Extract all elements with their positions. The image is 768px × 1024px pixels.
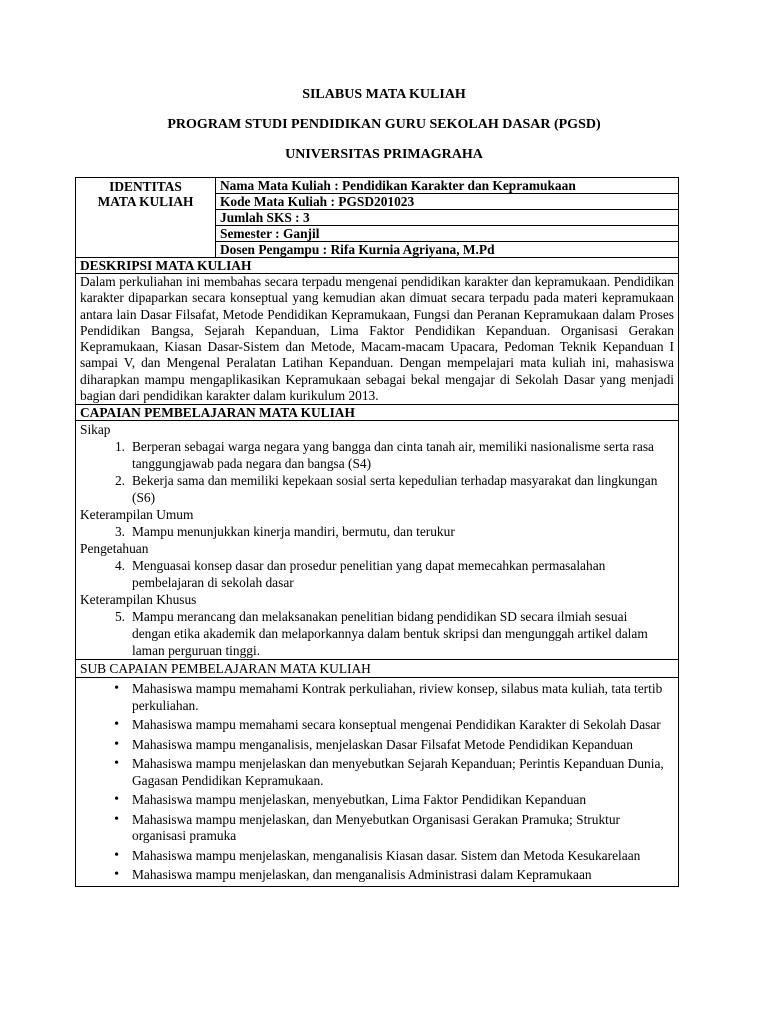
identity-row-0 [76, 178, 679, 194]
outcome-text: Bekerja sama dan memiliki kepekaan sosial serta kepedulian terhadap masyarakat dan lingkungan (S6) [132, 473, 658, 506]
outcome-item [80, 608, 674, 659]
description-text: Dalam perkuliahan ini membahas secara terpadu mengenai pendidikan karakter dan kepramukaan. Pendidikan karakter dipaparkan secara konseptual yang kemudian akan dimuat secara terpadu pada materi kepramukaan antara lain Dasar Filsafat, Metode Pendidikan Kepramukaan, Fungsi dan Peranan Kepramukaan dalam Proses Pendidikan Bangsa, Sejarah Kepanduan, Lima Faktor Pendidikan Kepanduan. Organisasi Gerakan Kepramukaan, Kiasan Dasar-Sistem dan Metode, Macam-macam Upacara, Pedoman Teknik Kepanduan I sampai V, dan Mengenal Peralatan Latihan Kepanduan. Dengan mempelajari mata kuliah ini, mahasiswa diharapkan mampu mengaplikasikan Kepramukaan sebagai bekal mengajar di Sekolah Dasar yang menjadi bagian dari pendidikan karakter dalam kurikulum 2013. [76, 274, 679, 405]
sub-outcome-item [80, 792, 674, 809]
sub-outcomes-body-row [76, 678, 679, 887]
outcome-number: 1. [114, 439, 125, 455]
bullet-icon: • [114, 792, 119, 808]
identity-label-cell [76, 178, 216, 258]
description-heading-row [76, 258, 679, 274]
outcome-item [80, 438, 674, 472]
document-title: SILABUS MATA KULIAH [302, 87, 466, 102]
sub-outcome-item [80, 756, 674, 789]
sub-outcomes-heading: SUB CAPAIAN PEMBELAJARAN MATA KULIAH [76, 660, 679, 678]
description-body-row [76, 274, 679, 405]
bullet-icon: • [114, 736, 119, 752]
outcome-text: Mampu merancang dan melaksanakan penelitian bidang pendidikan SD secara ilmiah sesuai dengan etika akademik dan melaporkannya dalam bentuk skripsi dan mengunggah artikel dalam laman perguruan tinggi. [132, 609, 648, 659]
university-title: UNIVERSITAS PRIMAGRAHA [285, 147, 483, 162]
outcome-text: Berperan sebagai warga negara yang bangga dan cinta tanah air, memiliki nasionalisme serta rasa tanggungjawab pada negara dan bangsa (S4) [132, 439, 654, 472]
outcome-number: 4. [114, 558, 125, 574]
sub-outcome-text: Mahasiswa mampu menjelaskan, menyebutkan, Lima Faktor Pendidikan Kepanduan [132, 792, 587, 808]
sub-outcome-text: Mahasiswa mampu menjelaskan, menganalisis Kiasan dasar. Sistem dan Metoda Kesukarelaan [132, 847, 641, 863]
sub-outcome-item [80, 812, 674, 845]
course-name-cell: Nama Mata Kuliah : Pendidikan Karakter dan Kepramukaan [216, 178, 679, 194]
outcome-item [80, 523, 674, 540]
sub-outcome-item [80, 848, 674, 865]
bullet-icon: • [114, 717, 119, 733]
bullet-icon: • [114, 811, 119, 827]
semester-cell: Semester : Ganjil [216, 226, 679, 242]
outcome-number: 2. [114, 473, 125, 489]
bullet-icon: • [114, 681, 119, 697]
sub-outcome-item [80, 737, 674, 754]
sub-outcome-text: Mahasiswa mampu menjelaskan, dan menganalisis Administrasi dalam Kepramukaan [132, 867, 592, 883]
bullet-icon: • [114, 847, 119, 863]
outcome-item [80, 472, 674, 506]
sub-outcome-text: Mahasiswa mampu memahami Kontrak perkuliahan, riview konsep, silabus mata kuliah, tata tertib perkuliahan. [132, 681, 663, 713]
sub-outcomes-heading-row [76, 660, 679, 678]
description-heading: DESKRIPSI MATA KULIAH [76, 258, 679, 274]
sub-outcome-item [80, 681, 674, 714]
outcomes-body-row [76, 421, 679, 660]
identity-label-line2: MATA KULIAH [97, 194, 194, 209]
outcomes-heading: CAPAIAN PEMBELAJARAN MATA KULIAH [76, 405, 679, 421]
program-title: PROGRAM STUDI PENDIDIKAN GURU SEKOLAH DASAR (PGSD) [167, 117, 601, 132]
outcome-group-label: Keterampilan Umum [80, 507, 194, 523]
outcome-item [80, 557, 674, 591]
sub-outcome-item [80, 717, 674, 734]
outcome-group-label: Pengetahuan [80, 541, 149, 557]
sub-outcome-text: Mahasiswa mampu menganalisis, menjelaskan Dasar Filsafat Metode Pendidikan Kepanduan [132, 736, 633, 752]
outcome-group-label: Sikap [80, 422, 111, 438]
credits-cell: Jumlah SKS : 3 [216, 210, 679, 226]
identity-label-line1: IDENTITAS [109, 179, 182, 194]
outcomes-body [76, 421, 679, 660]
outcome-number: 5. [114, 609, 125, 625]
outcome-text: Menguasai konsep dasar dan prosedur penelitian yang dapat memecahkan permasalahan pembelajaran di sekolah dasar [132, 558, 606, 591]
outcomes-heading-row [76, 405, 679, 421]
bullet-icon: • [114, 867, 119, 883]
syllabus-table [75, 177, 679, 887]
sub-outcome-text: Mahasiswa mampu menjelaskan dan menyebutkan Sejarah Kepanduan; Perintis Kepanduan Dunia, Gagasan Pendidikan Kepramukaan. [132, 756, 664, 788]
bullet-icon: • [114, 756, 119, 772]
outcome-text: Mampu menunjukkan kinerja mandiri, bermutu, dan terukur [132, 524, 455, 540]
outcome-group-label: Keterampilan Khusus [80, 592, 197, 608]
course-code-cell: Kode Mata Kuliah : PGSD201023 [216, 194, 679, 210]
sub-outcome-item [80, 867, 674, 884]
outcome-number: 3. [114, 524, 125, 540]
sub-outcome-text: Mahasiswa mampu menjelaskan, dan Menyebutkan Organisasi Gerakan Pramuka; Struktur organisasi pramuka [132, 811, 621, 844]
sub-outcome-text: Mahasiswa mampu memahami secara konseptual mengenai Pendidikan Karakter di Sekolah Dasar [132, 717, 661, 733]
sub-outcomes-body [76, 678, 679, 887]
lecturer-cell: Dosen Pengampu : Rifa Kurnia Agriyana, M.Pd [216, 242, 679, 258]
